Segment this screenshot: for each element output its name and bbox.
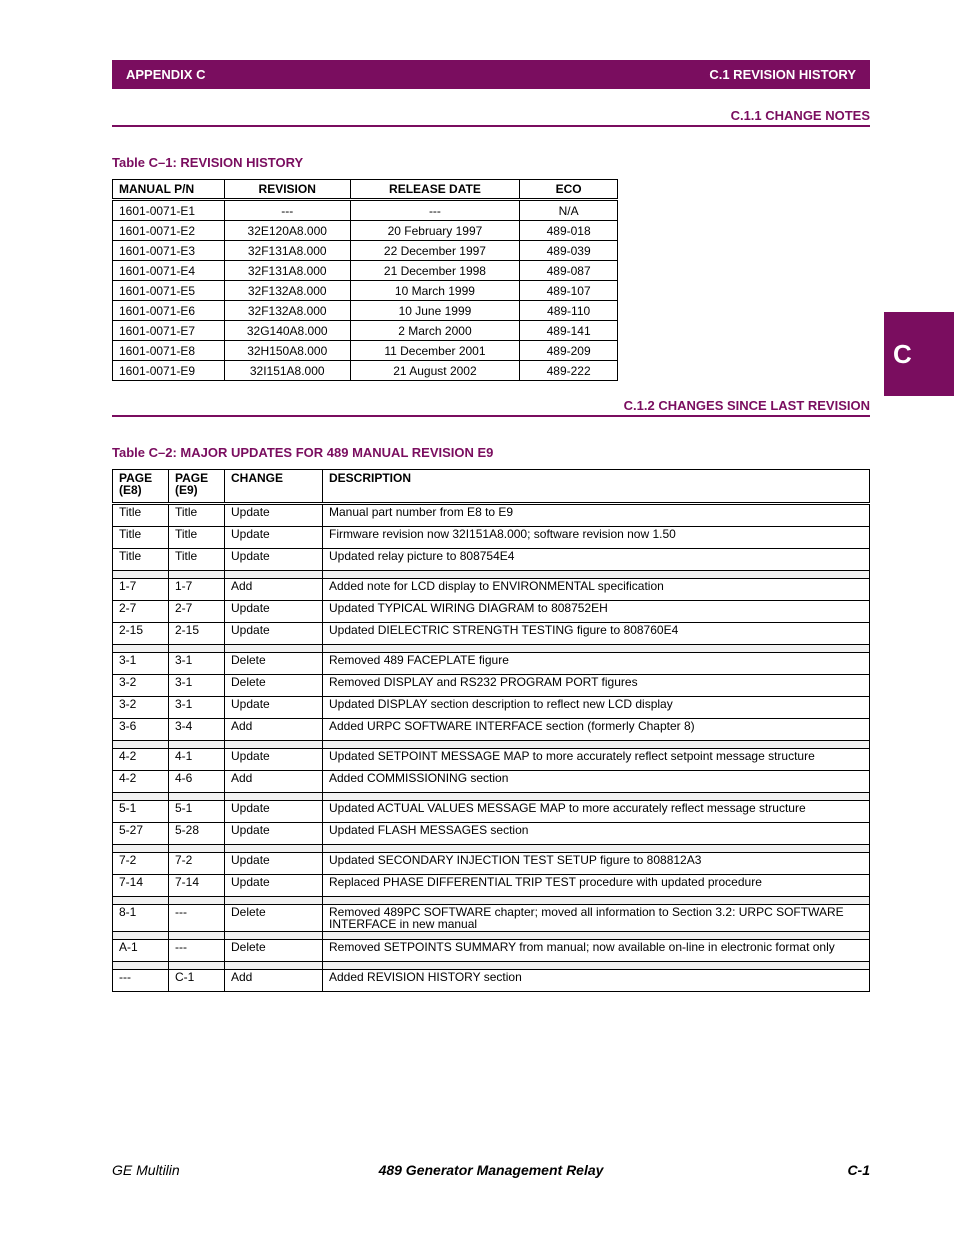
table-cell: 22 December 1997 (350, 241, 520, 261)
table-cell: 1601-0071-E3 (113, 241, 225, 261)
table-cell: 489-222 (520, 361, 618, 381)
group-separator (113, 741, 870, 749)
column-header: PAGE (E9) (169, 470, 225, 504)
table-cell: 32G140A8.000 (224, 321, 350, 341)
table-cell: 3-6 (113, 719, 169, 741)
separator-cell (113, 845, 169, 853)
table-cell: Updated DISPLAY section description to reflect new LCD display (323, 697, 870, 719)
table-cell: Delete (225, 675, 323, 697)
table-row (113, 601, 870, 623)
table-cell: Added note for LCD display to ENVIRONMENTAL specification (323, 579, 870, 601)
separator-cell (169, 932, 225, 940)
separator-cell (323, 645, 870, 653)
table-cell: 3-2 (113, 675, 169, 697)
separator-cell (169, 645, 225, 653)
table-cell: Updated SECONDARY INJECTION TEST SETUP figure to 808812A3 (323, 853, 870, 875)
table-row (113, 653, 870, 675)
column-header: PAGE (E8) (113, 470, 169, 504)
table-cell: N/A (520, 200, 618, 221)
table-cell: 1601-0071-E2 (113, 221, 225, 241)
table-cell: 2 March 2000 (350, 321, 520, 341)
table-row (113, 241, 618, 261)
table-row (113, 675, 870, 697)
separator-cell (323, 932, 870, 940)
page-header (112, 60, 870, 89)
table-cell: 32E120A8.000 (224, 221, 350, 241)
table-row (113, 200, 618, 221)
separator-cell (169, 845, 225, 853)
table-cell: 4-1 (169, 749, 225, 771)
table-cell: --- (224, 200, 350, 221)
table-cell: 3-1 (169, 653, 225, 675)
table-cell: Updated DIELECTRIC STRENGTH TESTING figure to 808760E4 (323, 623, 870, 645)
table-cell: Title (113, 504, 169, 527)
table-cell: Update (225, 549, 323, 571)
table-cell: Added URPC SOFTWARE INTERFACE section (formerly Chapter 8) (323, 719, 870, 741)
separator-cell (225, 897, 323, 905)
table-cell: Update (225, 697, 323, 719)
table-cell: 5-1 (169, 801, 225, 823)
table-row (113, 623, 870, 645)
separator-cell (113, 932, 169, 940)
major-updates-table (112, 469, 870, 992)
table-cell: Update (225, 527, 323, 549)
table-row (113, 905, 870, 932)
table-cell: --- (350, 200, 520, 221)
table-cell: --- (169, 905, 225, 932)
column-header: CHANGE (225, 470, 323, 504)
table-cell: 1601-0071-E4 (113, 261, 225, 281)
table-cell: Removed 489 FACEPLATE figure (323, 653, 870, 675)
separator-cell (113, 897, 169, 905)
table-row (113, 940, 870, 962)
table-row (113, 853, 870, 875)
table-cell: Delete (225, 653, 323, 675)
section-heading-change-notes: C.1.1 CHANGE NOTES (112, 108, 870, 127)
table-cell: --- (113, 970, 169, 992)
table-row (113, 341, 618, 361)
table-cell: 1601-0071-E6 (113, 301, 225, 321)
separator-cell (113, 645, 169, 653)
table-cell: 7-14 (169, 875, 225, 897)
table-cell: Title (113, 549, 169, 571)
table-cell: 20 February 1997 (350, 221, 520, 241)
table-cell: Delete (225, 940, 323, 962)
column-header: MANUAL P/N (113, 180, 225, 200)
table-cell: 10 June 1999 (350, 301, 520, 321)
table-cell: 5-28 (169, 823, 225, 845)
separator-cell (113, 571, 169, 579)
table-cell: 489-209 (520, 341, 618, 361)
column-header: REVISION (224, 180, 350, 200)
separator-cell (225, 741, 323, 749)
table-cell: 3-1 (169, 675, 225, 697)
separator-cell (323, 571, 870, 579)
column-header: ECO (520, 180, 618, 200)
table-row (113, 321, 618, 341)
table-cell: 1-7 (169, 579, 225, 601)
table-cell: 4-6 (169, 771, 225, 793)
table-cell: 489-141 (520, 321, 618, 341)
table-cell: Title (169, 504, 225, 527)
table-cell: Replaced PHASE DIFFERENTIAL TRIP TEST procedure with updated procedure (323, 875, 870, 897)
table-row (113, 823, 870, 845)
table-row (113, 281, 618, 301)
table-cell: 4-2 (113, 771, 169, 793)
section-heading-changes: C.1.2 CHANGES SINCE LAST REVISION (112, 398, 870, 417)
table-cell: Firmware revision now 32I151A8.000; software revision now 1.50 (323, 527, 870, 549)
separator-cell (225, 645, 323, 653)
separator-cell (169, 741, 225, 749)
table-cell: 3-1 (113, 653, 169, 675)
table-cell: 1-7 (113, 579, 169, 601)
table-cell: Add (225, 970, 323, 992)
table-cell: Updated ACTUAL VALUES MESSAGE MAP to more accurately reflect message structure (323, 801, 870, 823)
table-cell: Title (169, 527, 225, 549)
table-cell: Removed DISPLAY and RS232 PROGRAM PORT figures (323, 675, 870, 697)
appendix-tab-label: C (893, 338, 912, 369)
table-cell: 3-4 (169, 719, 225, 741)
table-row (113, 771, 870, 793)
table-cell: 489-018 (520, 221, 618, 241)
table-cell: 21 December 1998 (350, 261, 520, 281)
table-cell: 489-110 (520, 301, 618, 321)
table-cell: 5-27 (113, 823, 169, 845)
table-cell: Update (225, 823, 323, 845)
table-cell: Add (225, 579, 323, 601)
table-cell: Add (225, 771, 323, 793)
table-cell: Update (225, 853, 323, 875)
group-separator (113, 962, 870, 970)
group-separator (113, 645, 870, 653)
separator-cell (323, 897, 870, 905)
separator-cell (169, 897, 225, 905)
table1-caption: Table C–1: REVISION HISTORY (112, 155, 304, 170)
table-cell: Title (169, 549, 225, 571)
table-cell: Updated SETPOINT MESSAGE MAP to more accurately reflect setpoint message structure (323, 749, 870, 771)
table-cell: Removed SETPOINTS SUMMARY from manual; now available on-line in electronic format only (323, 940, 870, 962)
table-row (113, 719, 870, 741)
appendix-tab (884, 312, 954, 396)
table-cell: Add (225, 719, 323, 741)
table-header-row (113, 470, 870, 504)
separator-cell (323, 793, 870, 801)
separator-cell (225, 845, 323, 853)
table-cell: 489-107 (520, 281, 618, 301)
table-cell: 32F132A8.000 (224, 281, 350, 301)
table-cell: Update (225, 601, 323, 623)
table-header-row (113, 180, 618, 200)
table-row (113, 579, 870, 601)
table-cell: 4-2 (113, 749, 169, 771)
group-separator (113, 571, 870, 579)
table-cell: Updated TYPICAL WIRING DIAGRAM to 808752EH (323, 601, 870, 623)
group-separator (113, 897, 870, 905)
table-cell: 32F131A8.000 (224, 261, 350, 281)
revision-history-table (112, 179, 618, 381)
separator-cell (225, 932, 323, 940)
table-cell: Updated relay picture to 808754E4 (323, 549, 870, 571)
table-row (113, 549, 870, 571)
table-row (113, 527, 870, 549)
footer-title: 489 Generator Management Relay (378, 1162, 604, 1178)
table-cell: 32F131A8.000 (224, 241, 350, 261)
table-cell: Manual part number from E8 to E9 (323, 504, 870, 527)
table-row (113, 697, 870, 719)
separator-cell (225, 571, 323, 579)
table-cell: Added COMMISSIONING section (323, 771, 870, 793)
table-row (113, 261, 618, 281)
group-separator (113, 932, 870, 940)
table-cell: 2-7 (169, 601, 225, 623)
table-row (113, 801, 870, 823)
table-cell: 1601-0071-E5 (113, 281, 225, 301)
header-appendix: APPENDIX C (126, 67, 206, 82)
separator-cell (323, 962, 870, 970)
table-cell: 1601-0071-E1 (113, 200, 225, 221)
table-cell: 3-1 (169, 697, 225, 719)
table-cell: 21 August 2002 (350, 361, 520, 381)
table-cell: 7-14 (113, 875, 169, 897)
group-separator (113, 845, 870, 853)
table-cell: --- (169, 940, 225, 962)
footer-page-number: C-1 (847, 1162, 870, 1178)
table-cell: Title (113, 527, 169, 549)
table-cell: 489-087 (520, 261, 618, 281)
separator-cell (169, 571, 225, 579)
table-cell: 32I151A8.000 (224, 361, 350, 381)
table-cell: 489-039 (520, 241, 618, 261)
table-cell: 32H150A8.000 (224, 341, 350, 361)
table-cell: Updated FLASH MESSAGES section (323, 823, 870, 845)
separator-cell (225, 962, 323, 970)
separator-cell (323, 845, 870, 853)
table-cell: 1601-0071-E8 (113, 341, 225, 361)
footer-company: GE Multilin (112, 1162, 180, 1178)
table-cell: 3-2 (113, 697, 169, 719)
separator-cell (323, 741, 870, 749)
table-cell: Added REVISION HISTORY section (323, 970, 870, 992)
table-cell: 1601-0071-E9 (113, 361, 225, 381)
table-row (113, 749, 870, 771)
table-row (113, 875, 870, 897)
table-cell: A-1 (113, 940, 169, 962)
table-cell: 2-15 (113, 623, 169, 645)
table-cell: 10 March 1999 (350, 281, 520, 301)
separator-cell (169, 962, 225, 970)
table-cell: 8-1 (113, 905, 169, 932)
table-cell: Update (225, 504, 323, 527)
table-row (113, 504, 870, 527)
separator-cell (169, 793, 225, 801)
table-cell: C-1 (169, 970, 225, 992)
table-cell: 5-1 (113, 801, 169, 823)
table-row (113, 361, 618, 381)
table-row (113, 970, 870, 992)
table-cell: Update (225, 875, 323, 897)
separator-cell (113, 793, 169, 801)
table-cell: Removed 489PC SOFTWARE chapter; moved all information to Section 3.2: URPC SOFTWARE INTERFACE in new manual (323, 905, 870, 932)
separator-cell (113, 962, 169, 970)
table-cell: 11 December 2001 (350, 341, 520, 361)
table-cell: Delete (225, 905, 323, 932)
table-cell: Update (225, 801, 323, 823)
table-row (113, 301, 618, 321)
column-header: DESCRIPTION (323, 470, 870, 504)
separator-cell (225, 793, 323, 801)
table-cell: 1601-0071-E7 (113, 321, 225, 341)
header-section: C.1 REVISION HISTORY (709, 67, 856, 82)
group-separator (113, 793, 870, 801)
table-row (113, 221, 618, 241)
table-cell: 2-7 (113, 601, 169, 623)
table-cell: Update (225, 623, 323, 645)
column-header: RELEASE DATE (350, 180, 520, 200)
table-cell: 7-2 (113, 853, 169, 875)
table-cell: 7-2 (169, 853, 225, 875)
table-cell: 2-15 (169, 623, 225, 645)
table-cell: Update (225, 749, 323, 771)
separator-cell (113, 741, 169, 749)
table-cell: 32F132A8.000 (224, 301, 350, 321)
table2-caption: Table C–2: MAJOR UPDATES FOR 489 MANUAL REVISION E9 (112, 445, 494, 460)
